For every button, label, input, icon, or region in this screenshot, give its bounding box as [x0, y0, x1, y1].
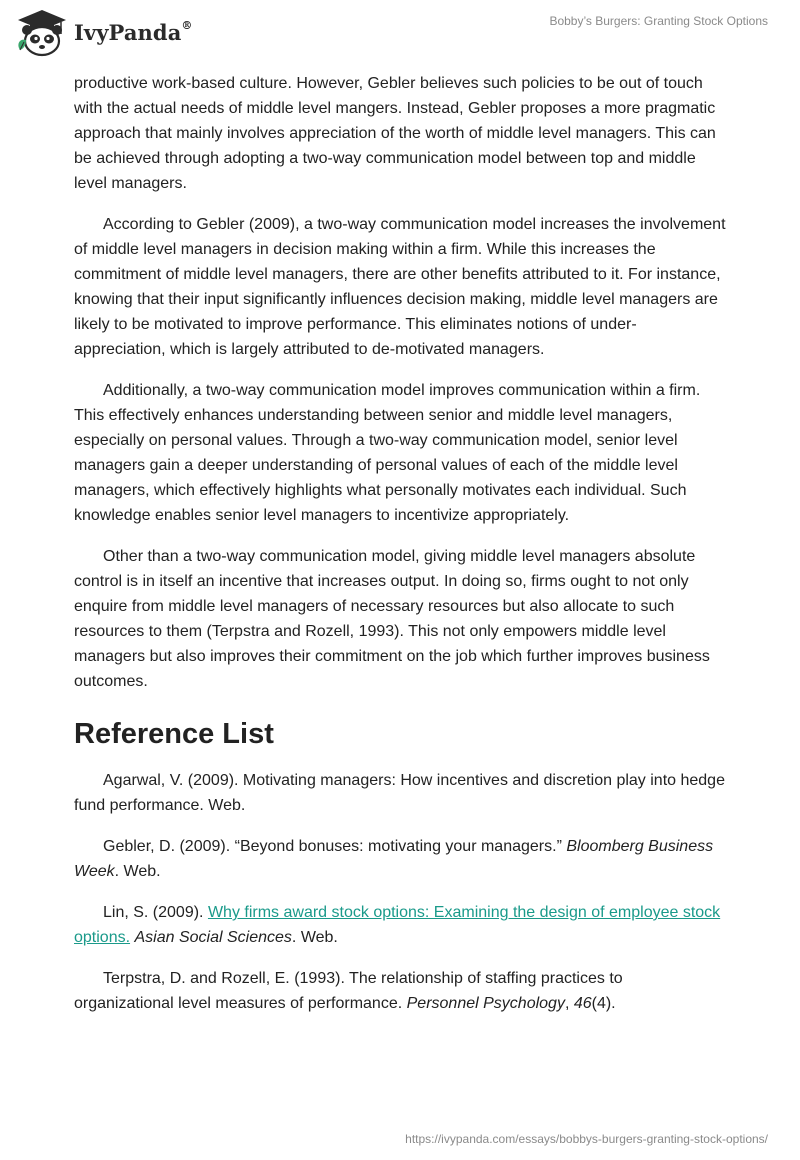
reference-item-lin: Lin, S. (2009). Why firms award stock options: Examining the design of employee stock options. Asian Social Sciences. Web.: [74, 904, 721, 946]
source-url[interactable]: https://ivypanda.com/essays/bobbys-burgers-granting-stock-options/: [405, 1132, 768, 1146]
reference-link-lin[interactable]: Why firms award stock options: Examining the design of employee stock options.: [74, 904, 721, 946]
paragraph-1: productive work-based culture. However, Gebler believes such policies to be out of touch with the actual needs of middle level mangers. Instead, Gebler proposes a more pragmatic approach that mainly involves appreciation of the worth of middle level managers. This can be achieved through adopting a two-way communication model between top and middle level managers.: [74, 75, 716, 192]
reference-item-agarwal: Agarwal, V. (2009). Motivating managers: How incentives and discretion play into hedge fund performance. Web.: [74, 772, 725, 814]
ivypanda-logo[interactable]: [14, 6, 193, 58]
paragraph-3: Additionally, a two-way communication model improves communication within a firm. This effectively enhances understanding between senior and middle level managers, especially on personal values. Through a two-way communication model, senior level managers gain a deeper understanding of personal values of each of the middle level managers, which effectively highlights what personally motivates each individual. Such knowledge enables senior level managers to incentivize appropriately.: [74, 382, 701, 524]
reference-item-gebler: Gebler, D. (2009). “Beyond bonuses: motivating your managers.” Bloomberg Business Week. Web.: [74, 838, 714, 880]
logo-text: IvyPanda: [74, 19, 182, 45]
paragraph-2: According to Gebler (2009), a two-way communication model increases the involvement of middle level managers in decision making within a firm. While this increases the commitment of middle level managers, there are other benefits attributed to it. For instance, knowing that their input significantly influences decision making, middle level managers are likely to be motivated to improve performance. This eliminates notions of under-appreciation, which is largely attributed to de-motivated managers.: [74, 216, 726, 358]
panda-graduate-icon: [14, 6, 70, 58]
essay-content: [74, 71, 726, 1032]
reference-list-heading: Reference List: [74, 718, 274, 750]
paragraph-4: Other than a two-way communication model, giving middle level managers absolute control is in itself an incentive that increases output. In doing so, firms ought to not only enquire from middle level managers of necessary resources but also allocate to such resources to them (Terpstra and Rozell, 1993). This not only empowers middle level managers but also improves their commitment on the job which further improves business outcomes.: [74, 548, 710, 690]
registered-mark: ®: [181, 18, 193, 32]
document-title: Bobby’s Burgers: Granting Stock Options: [549, 14, 768, 28]
page-header: [0, 0, 800, 70]
reference-item-terpstra: Terpstra, D. and Rozell, E. (1993). The relationship of staffing practices to organizational level measures of performance. Personnel Psychology, 46(4).: [74, 970, 623, 1012]
